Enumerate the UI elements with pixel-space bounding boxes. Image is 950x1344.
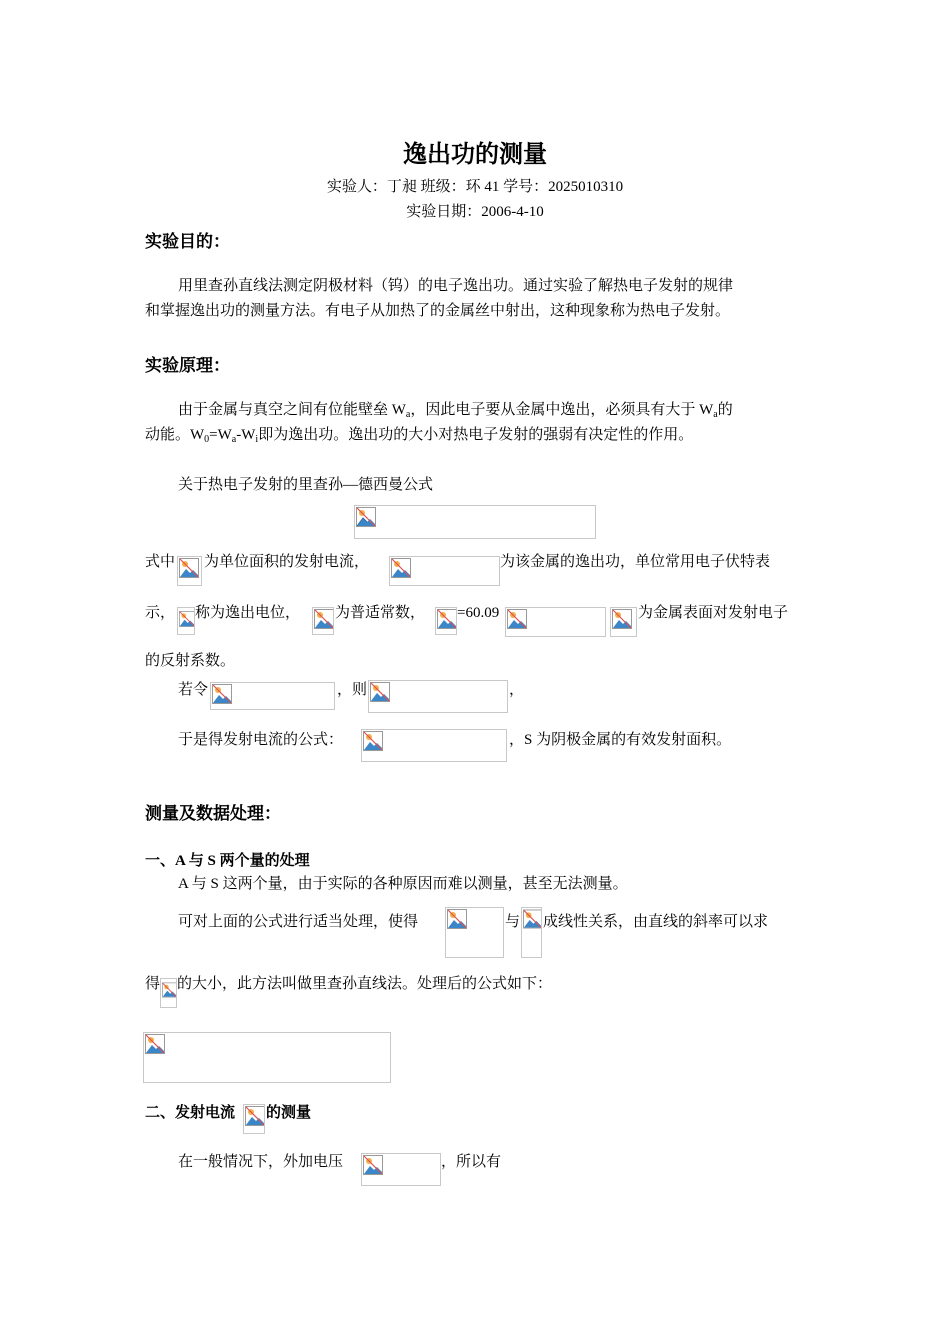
text-method: 的大小，此方法叫做里查孙直线法。处理后的公式如下： <box>177 976 553 992</box>
formula-image-inv-t <box>521 907 542 958</box>
measure-heading: 测量及数据处理： <box>145 804 281 823</box>
text-ze: ，则 <box>337 682 368 698</box>
formula-image-then <box>368 680 508 713</box>
formula-image-a0 <box>312 607 334 635</box>
broken-image-icon <box>212 684 232 704</box>
formula-image-richardson <box>354 505 596 539</box>
measure-line-1: A 与 S 这两个量，由于实际的各种原因而难以测量，甚至无法测量。 <box>178 876 628 892</box>
text-reflection-end: 的反射系数。 <box>145 653 236 669</box>
text-run: 由于金属与真空之间有位能壁垒 W <box>178 402 406 418</box>
broken-image-icon <box>363 731 383 751</box>
author-line: 实验人：丁昶 班级：环 41 学号：2025010310 <box>326 179 624 195</box>
sub-heading-1: 一、A 与 S 两个量的处理 <box>145 853 310 869</box>
text-run: 动能。W <box>145 427 205 443</box>
broken-image-icon <box>179 609 195 629</box>
text-de: 得 <box>145 976 161 992</box>
formula-image-ie <box>243 1104 265 1134</box>
text-universal-constant: 为普适常数， <box>335 605 426 621</box>
formula-image-a0-2 <box>435 607 457 635</box>
broken-image-icon <box>245 1106 265 1126</box>
text-run: -W <box>236 427 256 443</box>
text-linear: 成线性关系，由直线的斜率可以求 <box>543 914 769 930</box>
formula-image-lg-ratio <box>445 907 504 958</box>
page-title: 逸出功的测量 <box>403 142 547 168</box>
subscript: a <box>713 409 718 420</box>
purpose-line-1: 用里查孙直线法测定阴极材料（钨）的电子逸出功。通过实验了解热电子发射的规律 <box>178 278 734 294</box>
broken-image-icon <box>179 558 199 578</box>
text-area-note: ，S 为阴极金属的有效发射面积。 <box>509 732 732 748</box>
text-constant-value: =60.09 <box>457 605 500 621</box>
subscript: i <box>255 434 259 445</box>
broken-image-icon <box>507 609 527 629</box>
broken-image-icon <box>145 1034 165 1054</box>
formula-image-unit <box>505 607 606 637</box>
formula-image-phi <box>177 607 195 635</box>
text-run: 的 <box>717 402 733 418</box>
principle-line-1 <box>178 400 733 420</box>
formula-image-r <box>610 607 637 637</box>
text-ruoling: 若令 <box>178 682 209 698</box>
subscript: a <box>231 434 237 445</box>
text-shizhong: 式中 <box>145 554 176 570</box>
formula-image-ua <box>361 1153 441 1186</box>
broken-image-icon <box>363 1155 383 1175</box>
formula-image-phi-2 <box>160 978 177 1008</box>
purpose-line-2: 和掌握逸出功的测量方法。有电子从加热了的金属丝中射出，这种现象称为热电子发射。 <box>145 303 731 319</box>
formula-image-let <box>210 682 335 710</box>
text-comma: ， <box>509 682 525 698</box>
text-therefore: 于是得发射电流的公式： <box>178 732 344 748</box>
broken-image-icon <box>356 507 376 527</box>
broken-image-icon <box>314 609 334 629</box>
text-voltage: 在一般情况下，外加电压 <box>178 1154 344 1170</box>
purpose-heading: 实验目的： <box>145 232 230 251</box>
formula-image-current <box>361 729 507 762</box>
formula-image-processed <box>143 1032 391 1083</box>
text-run: =W <box>209 427 232 443</box>
text-run: 即为逸出功。逸出功的大小对热电子发射的强弱有决定性的作用。 <box>258 427 694 443</box>
broken-image-icon <box>523 909 542 929</box>
sub-heading-2a: 二、发射电流 <box>145 1105 236 1121</box>
text-process: 可对上面的公式进行适当处理，使得 <box>178 914 419 930</box>
text-emission-current: 为单位面积的发射电流， <box>204 554 370 570</box>
text-yu: 与 <box>505 914 521 930</box>
sub-heading-2b: 的测量 <box>266 1105 312 1121</box>
formula-intro: 关于热电子发射的里查孙—德西曼公式 <box>178 477 434 493</box>
principle-heading: 实验原理： <box>145 356 230 375</box>
text-reflection: 为金属表面对发射电子 <box>638 605 789 621</box>
subscript: 0 <box>204 434 210 445</box>
text-escape-potential: 称为逸出电位， <box>195 605 301 621</box>
text-shi: 示， <box>145 605 176 621</box>
broken-image-icon <box>370 682 390 702</box>
text-so: ，所以有 <box>441 1154 502 1170</box>
principle-line-2 <box>145 425 693 445</box>
broken-image-icon <box>612 609 632 629</box>
broken-image-icon <box>447 909 467 929</box>
broken-image-icon <box>437 609 457 629</box>
broken-image-icon <box>391 558 411 578</box>
broken-image-icon <box>162 980 177 1000</box>
formula-image-j <box>177 556 202 586</box>
text-work-function-unit: 为该金属的逸出功，单位常用电子伏特表 <box>500 554 771 570</box>
subscript: a <box>405 409 411 420</box>
formula-image-w0 <box>389 556 500 586</box>
date-line: 实验日期：2006-4-10 <box>406 204 544 220</box>
text-run: ，因此电子要从金属中逸出，必须具有大于 W <box>410 402 714 418</box>
